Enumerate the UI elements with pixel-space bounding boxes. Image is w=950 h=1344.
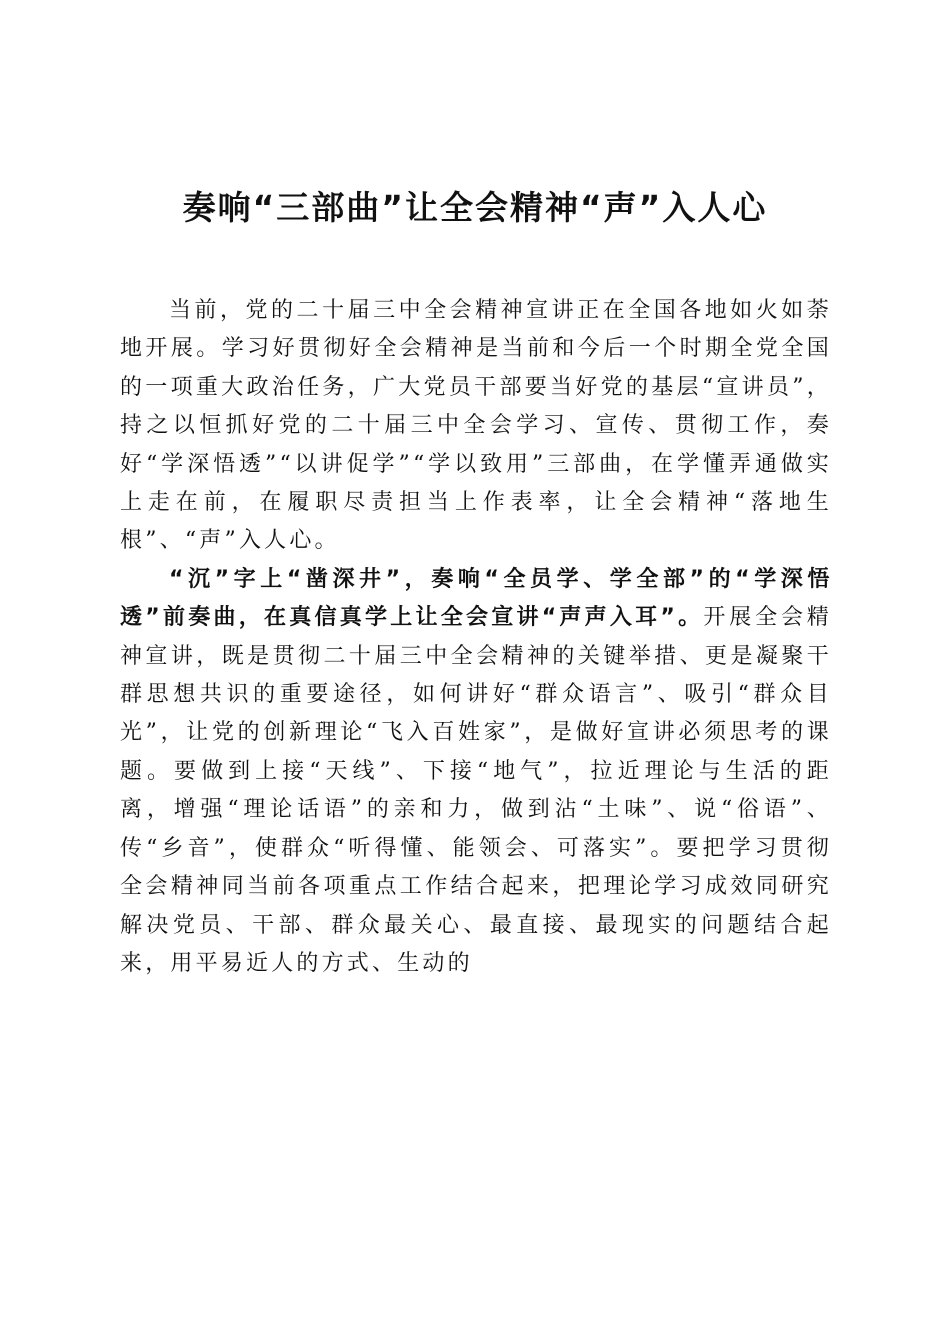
document-title: 奏响“三部曲”让全会精神“声”入人心	[182, 188, 768, 227]
document-body	[120, 292, 832, 983]
section-one-text: 开展全会精神宣讲，既是贯彻二十届三中全会精神的关键举措、更是凝聚干群思想共识的重要途径，如何讲好“群众语言”、吸引“群众目光”，让党的创新理论“飞入百姓家”，是做好宣讲必须思考的课题。要做到上接“天线”、下接“地气”，拉近理论与生活的距离，增强“理论话语”的亲和力，做到沾“土味”、说“俗语”、传“乡音”，使群众“听得懂、能领会、可落实”。要把学习贯彻全会精神同当前各项重点工作结合起来，把理论学习成效同研究解决党员、干部、群众最关心、最直接、最现实的问题结合起来，用平易近人的方式、生动的	[120, 605, 832, 976]
section-one-heading: “沉”字上“凿深井”，奏响“全员学、学全部”的“学深悟透”前奏曲，在真信真学上让全会宣讲“声声入耳”。	[120, 566, 832, 631]
paragraph-intro-text: 当前，党的二十届三中全会精神宣讲正在全国各地如火如荼地开展。学习好贯彻好全会精神是当前和今后一个时期全党全国的一项重大政治任务，广大党员干部要当好党的基层“宣讲员”，持之以恒抓好党的二十届三中全会学习、宣传、贯彻工作，奏好“学深悟透”“以讲促学”“学以致用”三部曲，在学懂弄通做实上走在前，在履职尽责担当上作表率，让全会精神“落地生根”、“声”入人心。	[120, 298, 832, 554]
paragraph-section-one	[120, 561, 832, 983]
paragraph-intro	[120, 292, 832, 561]
